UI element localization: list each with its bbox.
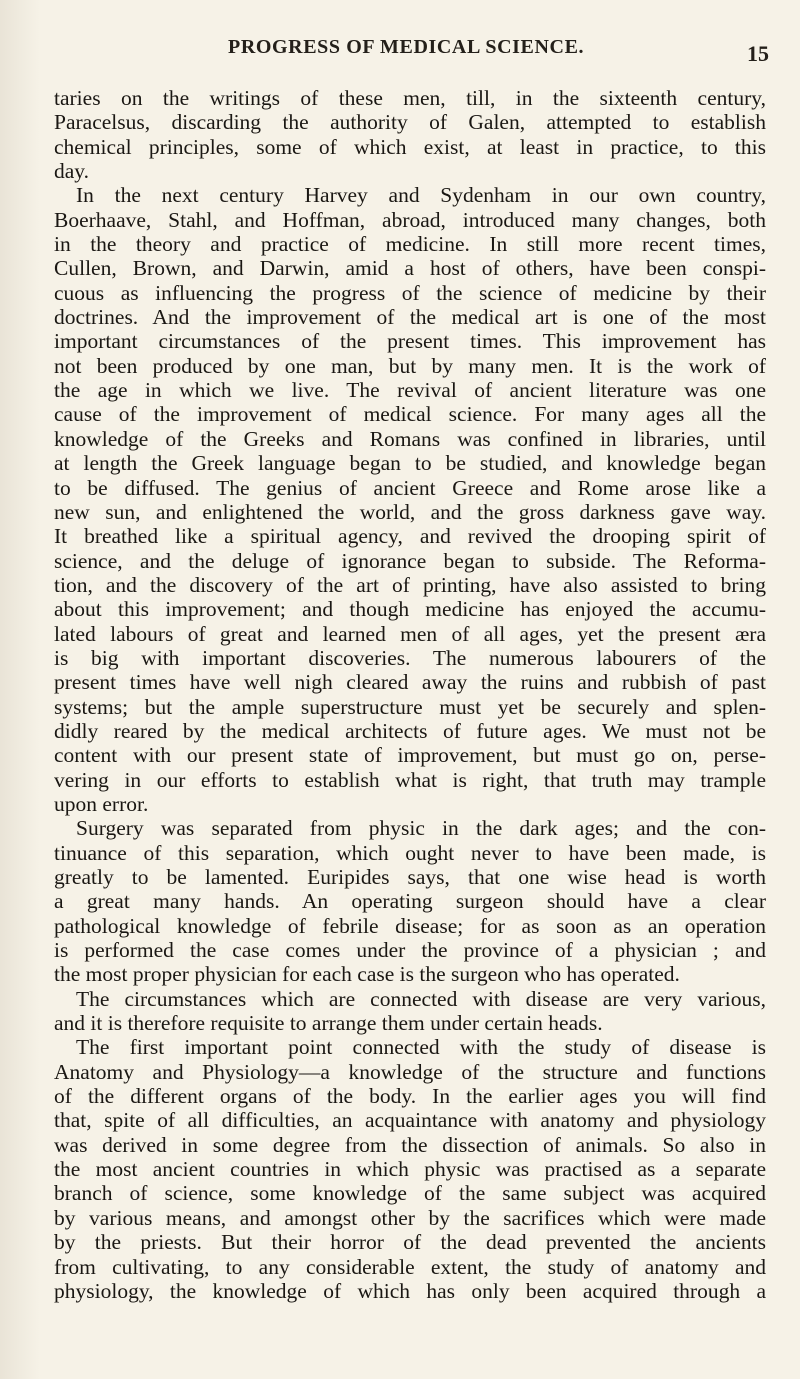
text-line: content with our present state of improvement, but must go on, perse- bbox=[54, 743, 766, 768]
text-line: the age in which we live. The revival of ancient literature was one bbox=[54, 378, 766, 403]
text-line: It breathed like a spiritual agency, and revived the drooping spirit of bbox=[54, 524, 766, 549]
text-line: Paracelsus, discarding the authority of Galen, attempted to establish bbox=[54, 110, 766, 135]
text-line: science, and the deluge of ignorance began to subside. The Reforma- bbox=[54, 548, 766, 573]
text-line: cuous as influencing the progress of the science of medicine by their bbox=[54, 280, 766, 305]
text-line: was derived in some degree from the dissection of animals. So also in bbox=[54, 1132, 766, 1157]
text-line: tion, and the discovery of the art of printing, have also assisted to bring bbox=[54, 572, 766, 597]
page-number: 15 bbox=[747, 41, 769, 66]
text-line: tinuance of this separation, which ought never to have been made, is bbox=[54, 840, 766, 865]
text-line: Surgery was separated from physic in the dark ages; and the con- bbox=[76, 816, 766, 841]
text-line: taries on the writings of these men, till, in the sixteenth century, bbox=[54, 86, 766, 110]
text-line: greatly to be lamented. Euripides says, that one wise head is worth bbox=[54, 865, 766, 889]
text-line: important circumstances of the present times. This improvement has bbox=[54, 329, 766, 354]
text-line: didly reared by the medical architects of future ages. We must not be bbox=[54, 718, 766, 743]
running-head bbox=[0, 36, 800, 76]
text-line: doctrines. And the improvement of the medical art is one of the most bbox=[54, 305, 766, 330]
body-text bbox=[54, 86, 766, 1303]
text-line: new sun, and enlightened the world, and the gross darkness gave way. bbox=[54, 499, 766, 524]
text-line: upon error. bbox=[54, 791, 149, 816]
text-line: not been produced by one man, but by many men. It is the work of bbox=[54, 353, 766, 378]
text-line: systems; but the ample superstructure must yet be securely and splen- bbox=[54, 694, 766, 719]
text-line: the most ancient countries in which physic was practised as a separate bbox=[54, 1157, 766, 1182]
text-line: knowledge of the Greeks and Romans was confined in libraries, until bbox=[54, 426, 766, 451]
text-line: from cultivating, to any considerable extent, the study of anatomy and bbox=[54, 1254, 766, 1279]
text-line: In the next century Harvey and Sydenham in our own country, bbox=[76, 183, 766, 208]
text-line: a great many hands. An operating surgeon should have a clear bbox=[54, 889, 766, 914]
text-line: at length the Greek language began to be studied, and knowledge began bbox=[54, 451, 766, 476]
text-line: Boerhaave, Stahl, and Hoffman, abroad, introduced many changes, both bbox=[54, 207, 766, 232]
text-line: Cullen, Brown, and Darwin, amid a host of others, have been conspi- bbox=[54, 256, 766, 281]
text-line: Anatomy and Physiology—a knowledge of the structure and functions bbox=[54, 1059, 766, 1084]
text-line: The first important point connected with the study of disease is bbox=[76, 1035, 766, 1060]
text-line: is big with important discoveries. The numerous labourers of the bbox=[54, 645, 766, 670]
text-line: in the theory and practice of medicine. In still more recent times, bbox=[54, 232, 766, 257]
text-line: The circumstances which are connected with disease are very various, bbox=[76, 986, 766, 1011]
text-line: the most proper physician for each case is the surgeon who has operated. bbox=[54, 962, 680, 987]
text-line: vering in our efforts to establish what is right, that truth may trample bbox=[54, 767, 766, 792]
text-line: by the priests. But their horror of the dead prevented the ancients bbox=[54, 1230, 766, 1255]
text-line: to be diffused. The genius of ancient Greece and Rome arose like a bbox=[54, 475, 766, 500]
text-line: chemical principles, some of which exist, at least in practice, to this bbox=[54, 134, 766, 159]
text-line: and it is therefore requisite to arrange them under certain heads. bbox=[54, 1011, 603, 1036]
text-line: by various means, and amongst other by the sacrifices which were made bbox=[54, 1205, 766, 1230]
running-head-title: PROGRESS OF MEDICAL SCIENCE. bbox=[228, 36, 585, 58]
text-line: cause of the improvement of medical science. For many ages all the bbox=[54, 402, 766, 427]
text-line: of the different organs of the body. In the earlier ages you will find bbox=[54, 1084, 766, 1109]
text-line: lated labours of great and learned men of all ages, yet the present æra bbox=[54, 621, 766, 646]
text-line: is performed the case comes under the province of a physician ; and bbox=[54, 938, 766, 963]
text-line: day. bbox=[54, 159, 90, 184]
text-line: physiology, the knowledge of which has only been acquired through a bbox=[54, 1278, 766, 1303]
text-line: pathological knowledge of febrile disease; for as soon as an operation bbox=[54, 913, 766, 938]
text-line: about this improvement; and though medicine has enjoyed the accumu- bbox=[54, 597, 766, 622]
text-line: present times have well nigh cleared away the ruins and rubbish of past bbox=[54, 670, 766, 695]
text-line: that, spite of all difficulties, an acquaintance with anatomy and physiology bbox=[54, 1108, 766, 1133]
text-line: branch of science, some knowledge of the same subject was acquired bbox=[54, 1181, 766, 1206]
